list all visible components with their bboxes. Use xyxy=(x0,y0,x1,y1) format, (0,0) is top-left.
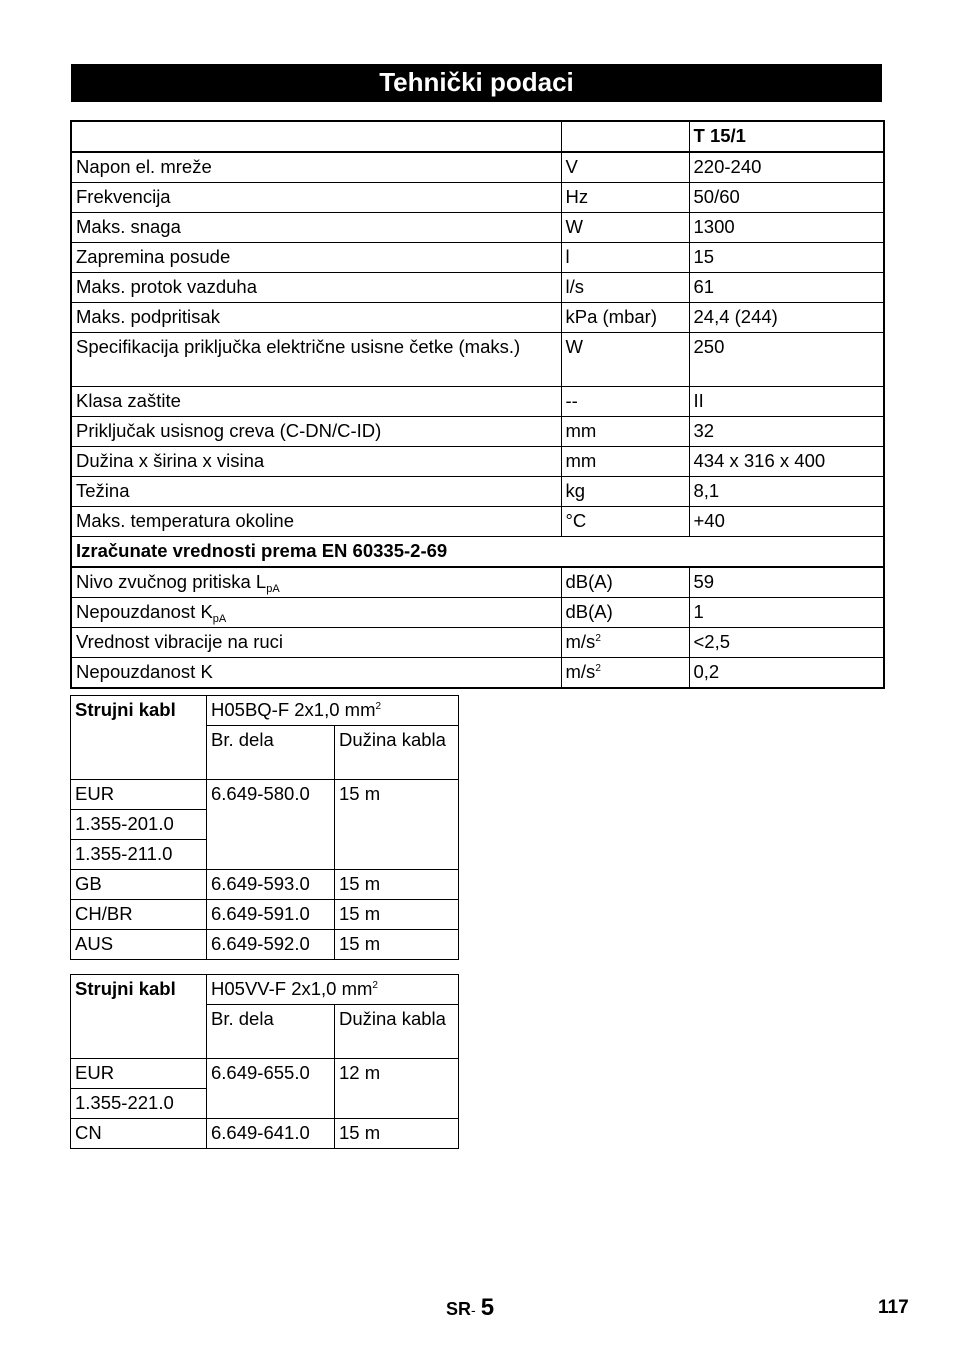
measured-unit-text: m/s xyxy=(565,631,596,652)
cable-table-2 xyxy=(70,974,459,1149)
measured-label xyxy=(71,598,561,628)
spec-value: 250 xyxy=(689,333,884,387)
spec-unit: l/s xyxy=(561,273,689,303)
cable-length: 15 m xyxy=(335,930,459,960)
spec-row xyxy=(71,417,884,447)
spec-value: 8,1 xyxy=(689,477,884,507)
col-length-header: Dužina kabla xyxy=(335,726,459,780)
measured-unit-sup: 2 xyxy=(595,663,601,674)
cable-length: 12 m xyxy=(335,1059,459,1119)
spec-label: Klasa zaštite xyxy=(71,387,561,417)
measured-row xyxy=(71,658,884,689)
model-name: T 15/1 xyxy=(689,121,884,152)
spec-row xyxy=(71,333,884,387)
cable-part: 6.649-655.0 xyxy=(207,1059,335,1119)
spec-unit: V xyxy=(561,152,689,183)
cable-type-sup: 2 xyxy=(372,980,378,991)
spec-label: Napon el. mreže xyxy=(71,152,561,183)
spec-row xyxy=(71,447,884,477)
cable-row xyxy=(71,930,459,960)
cable-row xyxy=(71,900,459,930)
cable-label: Strujni kabl xyxy=(71,975,207,1059)
cable-row xyxy=(71,780,459,810)
spec-unit: -- xyxy=(561,387,689,417)
spec-row xyxy=(71,213,884,243)
measured-row xyxy=(71,628,884,658)
spec-value: 15 xyxy=(689,243,884,273)
cable-length: 15 m xyxy=(335,900,459,930)
spec-label: Zapremina posude xyxy=(71,243,561,273)
col-length-header: Dužina kabla xyxy=(335,1005,459,1059)
spec-unit: mm xyxy=(561,417,689,447)
spec-row xyxy=(71,273,884,303)
measured-label-sub: pA xyxy=(212,613,227,625)
section-title: Izračunate vrednosti prema EN 60335-2-69 xyxy=(71,537,884,568)
spec-label: Specifikacija priključka električne usisne četke (maks.) xyxy=(71,333,561,387)
cable-type-text: H05VV-F 2x1,0 mm xyxy=(211,978,373,999)
cable-part: 6.649-592.0 xyxy=(207,930,335,960)
spec-value: 434 x 316 x 400 xyxy=(689,447,884,477)
spec-label: Priključak usisnog creva (C-DN/C-ID) xyxy=(71,417,561,447)
spec-row xyxy=(71,183,884,213)
spec-unit: kPa (mbar) xyxy=(561,303,689,333)
specs-table xyxy=(70,120,885,689)
cable-table-1 xyxy=(70,695,459,960)
measured-value: 59 xyxy=(689,567,884,598)
footer-section-number: 5 xyxy=(480,1294,495,1321)
measured-value: <2,5 xyxy=(689,628,884,658)
col-part-header: Br. dela xyxy=(207,1005,335,1059)
cable-header-row xyxy=(71,696,459,726)
spec-value: 220-240 xyxy=(689,152,884,183)
cable-type-text: H05BQ-F 2x1,0 mm xyxy=(211,699,376,720)
spec-row xyxy=(71,477,884,507)
cable-row xyxy=(71,870,459,900)
cable-country: GB xyxy=(71,870,207,900)
spec-value: 50/60 xyxy=(689,183,884,213)
measured-label-text: Nivo zvučnog pritiska L xyxy=(76,571,267,592)
cable-type-sup: 2 xyxy=(375,701,382,712)
spec-value: II xyxy=(689,387,884,417)
cable-country: 1.355-221.0 xyxy=(71,1089,207,1119)
spec-value: 32 xyxy=(689,417,884,447)
cable-type xyxy=(207,696,459,726)
spec-label: Maks. protok vazduha xyxy=(71,273,561,303)
measured-unit: dB(A) xyxy=(561,567,689,598)
measured-label-text: Nepouzdanost K xyxy=(76,601,213,622)
cable-length: 15 m xyxy=(335,1119,459,1149)
cable-row xyxy=(71,1119,459,1149)
spec-label: Maks. snaga xyxy=(71,213,561,243)
measured-label xyxy=(71,567,561,598)
cable-country: CH/BR xyxy=(71,900,207,930)
spec-unit: l xyxy=(561,243,689,273)
measured-unit xyxy=(561,628,689,658)
spec-unit: Hz xyxy=(561,183,689,213)
spec-unit: kg xyxy=(561,477,689,507)
cable-part: 6.649-580.0 xyxy=(207,780,335,870)
measured-value: 0,2 xyxy=(689,658,884,689)
spec-row xyxy=(71,507,884,537)
spec-label: Maks. podpritisak xyxy=(71,303,561,333)
spec-label: Frekvencija xyxy=(71,183,561,213)
measured-row xyxy=(71,598,884,628)
cable-part: 6.649-593.0 xyxy=(207,870,335,900)
spec-value: 61 xyxy=(689,273,884,303)
cable-country: EUR xyxy=(71,1059,207,1089)
measured-label: Nepouzdanost K xyxy=(71,658,561,689)
measured-unit-text: m/s xyxy=(565,661,596,682)
spec-value: 1300 xyxy=(689,213,884,243)
spec-row xyxy=(71,303,884,333)
measured-value: 1 xyxy=(689,598,884,628)
footer-dash: - xyxy=(471,1302,476,1318)
cable-header-row xyxy=(71,975,459,1005)
specs-header-row xyxy=(71,121,884,152)
cable-part: 6.649-641.0 xyxy=(207,1119,335,1149)
spec-label: Maks. temperatura okoline xyxy=(71,507,561,537)
cable-length: 15 m xyxy=(335,780,459,870)
page-title: Tehnički podaci xyxy=(71,64,882,102)
spec-label: Težina xyxy=(71,477,561,507)
cable-part: 6.649-591.0 xyxy=(207,900,335,930)
specs-header-blank-unit xyxy=(561,121,689,152)
measured-label-sub: pA xyxy=(266,583,280,595)
cable-country: 1.355-201.0 xyxy=(71,810,207,840)
spec-row xyxy=(71,387,884,417)
cable-country: AUS xyxy=(71,930,207,960)
measured-unit-sup: 2 xyxy=(595,633,601,644)
spec-row xyxy=(71,243,884,273)
spec-unit: W xyxy=(561,333,689,387)
specs-header-blank xyxy=(71,121,561,152)
cable-row xyxy=(71,1059,459,1089)
measured-row xyxy=(71,567,884,598)
cable-country: EUR xyxy=(71,780,207,810)
measured-unit xyxy=(561,658,689,689)
spec-value: 24,4 (244) xyxy=(689,303,884,333)
spec-unit: °C xyxy=(561,507,689,537)
spec-row xyxy=(71,152,884,183)
spec-label: Dužina x širina x visina xyxy=(71,447,561,477)
spec-value: +40 xyxy=(689,507,884,537)
cable-type xyxy=(207,975,459,1005)
footer-lang-code: SR xyxy=(446,1299,472,1319)
spec-unit: W xyxy=(561,213,689,243)
cable-length: 15 m xyxy=(335,870,459,900)
measured-unit: dB(A) xyxy=(561,598,689,628)
cable-country: CN xyxy=(71,1119,207,1149)
cable-label: Strujni kabl xyxy=(71,696,207,780)
cable-country: 1.355-211.0 xyxy=(71,840,207,870)
col-part-header: Br. dela xyxy=(207,726,335,780)
spec-unit: mm xyxy=(561,447,689,477)
footer-section xyxy=(446,1294,494,1322)
measured-label: Vrednost vibracije na ruci xyxy=(71,628,561,658)
page-number: 117 xyxy=(878,1297,909,1318)
section-row xyxy=(71,537,884,568)
